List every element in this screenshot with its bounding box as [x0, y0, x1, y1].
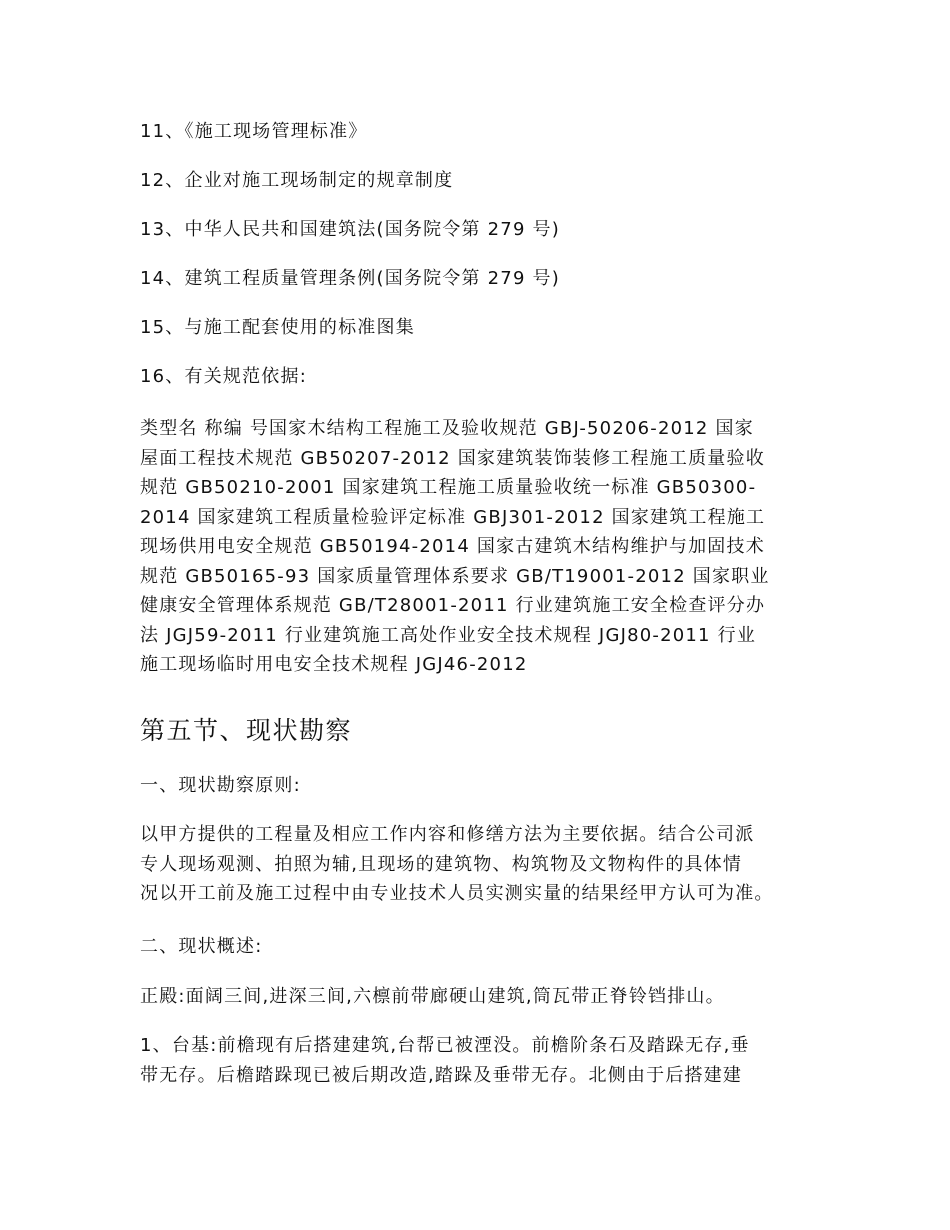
paragraph-line: 以甲方提供的工程量及相应工作内容和修缮方法为主要依据。结合公司派	[140, 824, 755, 845]
paragraph-line: 带无存。后檐踏跺现已被后期改造,踏跺及垂带无存。北侧由于后搭建建	[140, 1064, 743, 1086]
standards-line: 施工现场临时用电安全技术规程 JGJ46-2012	[140, 654, 528, 675]
standards-line: 法 JGJ59-2011 行业建筑施工高处作业安全技术规程 JGJ80-2011 行业	[140, 624, 757, 646]
reference-item-14: 14、建筑工程质量管理条例(国务院令第 279 号)	[140, 268, 560, 289]
base-description-paragraph	[140, 1031, 750, 1090]
paragraph-line: 况以开工前及施工过程中由专业技术人员实测实量的结果经甲方认可为准。	[140, 883, 774, 904]
standards-line: 屋面工程技术规范 GB50207-2012 国家建筑装饰装修工程施工质量验收	[140, 447, 765, 469]
reference-item-15: 15、与施工配套使用的标准图集	[140, 317, 415, 338]
reference-item-13: 13、中华人民共和国建筑法(国务院令第 279 号)	[140, 219, 560, 240]
standards-line: 规范 GB50210-2001 国家建筑工程施工质量验收统一标准 GB50300-	[140, 477, 757, 498]
section-heading: 第五节、现状勘察	[140, 716, 353, 745]
paragraph-line: 1、台基:前檐现有后搭建建筑,台帮已被湮没。前檐阶条石及踏跺无存,垂	[140, 1035, 750, 1056]
reference-item-12: 12、企业对施工现场制定的规章制度	[140, 170, 454, 191]
main-hall-description: 正殿:面阔三间,进深三间,六檩前带廊硬山建筑,筒瓦带正脊铃铛排山。	[140, 986, 725, 1007]
standards-line: 2014 国家建筑工程质量检验评定标准 GBJ301-2012 国家建筑工程施工	[140, 506, 766, 528]
reference-item-11: 11、《施工现场管理标准》	[140, 121, 368, 142]
standards-line: 类型名 称编 号国家木结构工程施工及验收规范 GBJ-50206-2012 国家	[140, 418, 754, 439]
reference-item-16: 16、有关规范依据:	[140, 366, 307, 387]
overview-title: 二、现状概述:	[140, 936, 263, 957]
survey-principle-paragraph	[140, 820, 774, 909]
standards-line: 规范 GB50165-93 国家质量管理体系要求 GB/T19001-2012 国家职业	[140, 565, 770, 587]
survey-principle-title: 一、现状勘察原则:	[140, 775, 301, 796]
standards-list-paragraph	[140, 414, 770, 680]
standards-line: 健康安全管理体系规范 GB/T28001-2011 行业建筑施工安全检查评分办	[140, 595, 766, 616]
standards-line: 现场供用电安全规范 GB50194-2014 国家古建筑木结构维护与加固技术	[140, 536, 765, 557]
paragraph-line: 专人现场观测、拍照为辅,且现场的建筑物、构筑物及文物构件的具体情	[140, 853, 743, 875]
